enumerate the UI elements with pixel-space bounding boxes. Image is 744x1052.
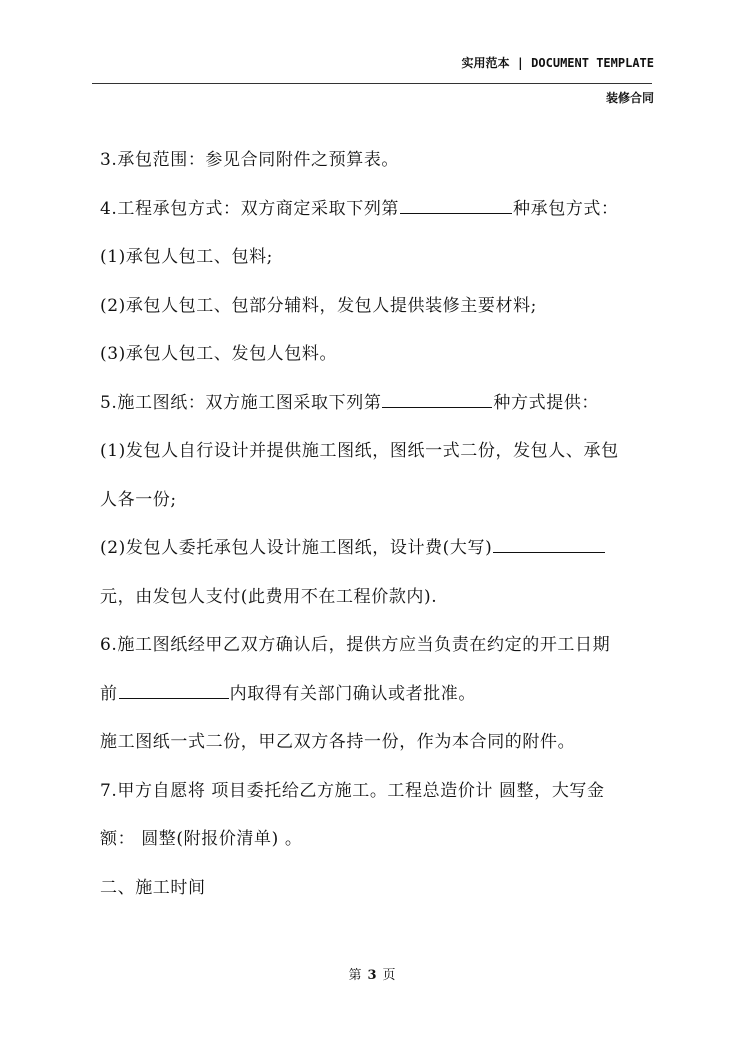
option-1: (1)承包人包工、包料;: [100, 247, 274, 267]
clause-6-approval: 6.施工图纸经甲乙双方确认后，提供方应当负责在约定的开工日期: [100, 635, 611, 655]
clause-4-contract-method: [100, 185, 660, 234]
header-document-type: 装修合同: [605, 91, 654, 105]
fill-in-blank[interactable]: [382, 393, 492, 408]
footer-prefix: 第: [348, 968, 362, 983]
drawing-option-2-text: (2)发包人委托承包人设计施工图纸，设计费(大写): [100, 538, 493, 558]
drawing-option-2-cont: 元，由发包人支付(此费用不在工程价款内).: [100, 586, 438, 607]
header-template-label: 实用范本 | DOCUMENT TEMPLATE: [461, 56, 654, 70]
fill-in-blank[interactable]: [493, 538, 605, 553]
drawing-option-1-cont: 人各一份;: [100, 489, 177, 510]
document-body: [100, 136, 660, 912]
option-3: (3)承包人包工、发包人包料。: [100, 344, 338, 364]
drawing-option-1: (1)发包人自行设计并提供施工图纸，图纸一式二份，发包人、承包: [100, 441, 619, 461]
clause-4-text-b: 种承包方式：: [513, 198, 619, 219]
option-2: (2)承包人包工、包部分辅料，发包人提供装修主要材料;: [100, 295, 538, 316]
drawings-copies: 施工图纸一式二份，甲乙双方各持一份，作为本合同的附件。: [100, 732, 576, 752]
clause-7-project: 7.甲方自愿将 项目委托给乙方施工。工程总造价计 圆整，大写金: [100, 780, 605, 801]
page-footer: [0, 964, 744, 983]
footer-suffix: 页: [382, 968, 396, 983]
page-number: 3: [367, 968, 377, 983]
clause-3-scope: 3.承包范围：参见合同附件之预算表。: [100, 150, 400, 170]
section-heading-construction-time: 二、施工时间: [100, 877, 206, 898]
clause-5-text-b: 种方式提供：: [493, 392, 600, 413]
clause-6-text-b: 内取得有关部门确认或者批准。: [229, 683, 477, 704]
clause-5-text-a: 5.施工图纸：双方施工图采取下列第: [100, 392, 382, 413]
drawing-option-2: [100, 524, 660, 573]
clause-7-project-cont: 额： 圆整(附报价清单) 。: [100, 829, 303, 849]
clause-6-approval-cont: [100, 670, 660, 719]
clause-6-text-a: 前: [100, 683, 118, 704]
clause-4-text-a: 4.工程承包方式：双方商定采取下列第: [100, 198, 400, 219]
fill-in-blank[interactable]: [119, 684, 229, 699]
header-divider: [92, 83, 652, 84]
fill-in-blank[interactable]: [400, 199, 512, 214]
clause-5-drawings: [100, 379, 660, 428]
